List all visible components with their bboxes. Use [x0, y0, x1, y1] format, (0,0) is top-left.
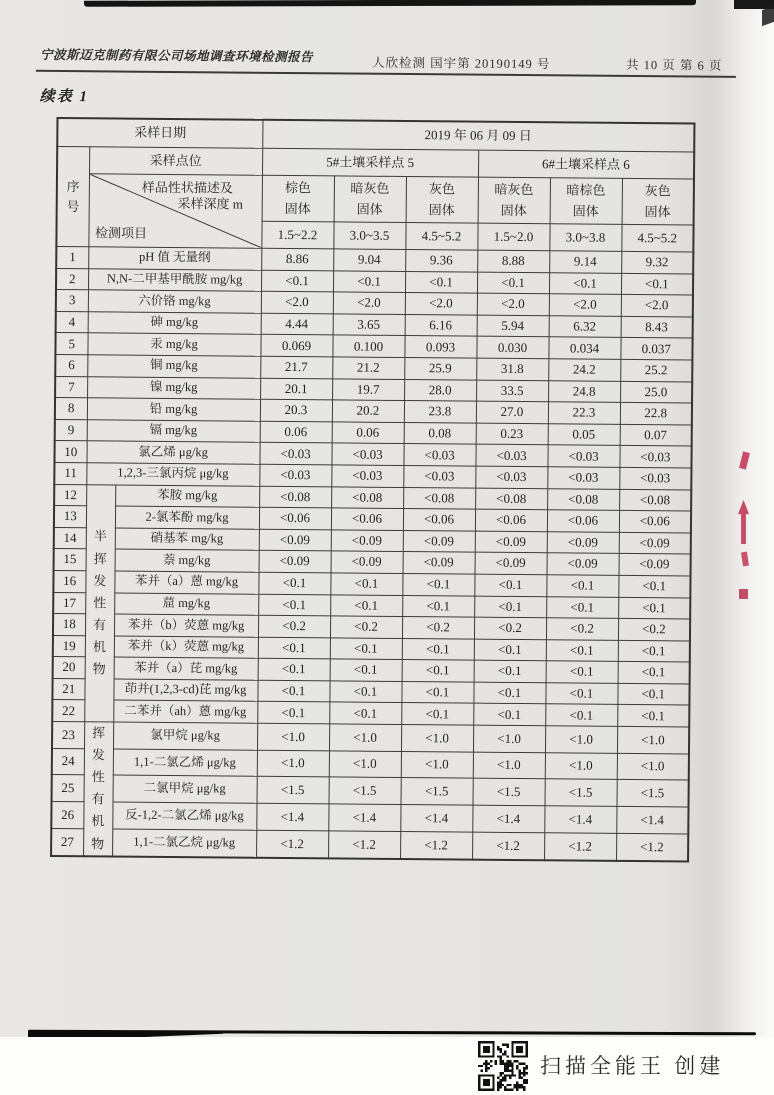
value-cell: <0.03	[259, 464, 331, 486]
row-number-cell: 26	[51, 802, 83, 829]
item-name-cell: 1,1-二氯乙烷 μg/kg	[112, 829, 256, 858]
value-cell: 27.0	[476, 401, 548, 423]
item-name-cell: 氯乙烯 μg/kg	[86, 441, 259, 464]
value-cell: <0.06	[547, 510, 619, 532]
value-cell: <0.1	[473, 704, 545, 726]
value-cell: 9.36	[405, 250, 477, 272]
value-cell: <0.1	[402, 660, 474, 682]
value-cell: <0.09	[475, 531, 547, 553]
value-cell: 0.034	[548, 337, 620, 359]
header-row	[57, 173, 694, 225]
value-cell: <0.03	[619, 446, 691, 468]
sample-desc-cell	[478, 177, 550, 224]
item-name-cell: 反-1,2-二氯乙烯 μg/kg	[112, 802, 256, 830]
value-cell: 20.3	[260, 399, 332, 421]
row-number-cell: 12	[54, 484, 86, 506]
value-cell: <0.1	[474, 639, 546, 661]
value-cell: <0.09	[619, 532, 691, 554]
item-name-cell: 铜 mg/kg	[87, 355, 260, 378]
sample-depth-cell: 3.0~3.5	[333, 222, 405, 250]
value-cell: <1.0	[257, 723, 329, 750]
sample-form: 固体	[428, 201, 455, 217]
value-cell: 25.9	[404, 357, 476, 379]
row-number-cell: 25	[52, 775, 84, 802]
item-name-cell: 萘 mg/kg	[115, 549, 259, 572]
group-label-cell	[84, 484, 115, 722]
value-cell: <0.1	[402, 595, 474, 617]
test-item-label: 检测项目	[94, 225, 148, 241]
value-cell: <0.1	[402, 638, 474, 660]
sample-form: 固体	[284, 200, 311, 216]
item-name-cell: 苯胺 mg/kg	[115, 485, 259, 508]
value-cell: <0.1	[405, 271, 477, 293]
item-name-cell: 六价铬 mg/kg	[88, 290, 261, 313]
value-cell: <0.08	[547, 488, 619, 510]
item-name-cell: 苯并（a）芘 mg/kg	[114, 657, 258, 680]
value-cell: 9.14	[549, 251, 621, 273]
value-cell: <0.1	[477, 272, 549, 294]
row-number-cell: 10	[54, 441, 86, 463]
value-cell: <0.1	[549, 272, 621, 294]
value-cell: <1.0	[473, 752, 545, 779]
value-cell: 6.32	[549, 316, 621, 338]
row-number-cell: 20	[53, 657, 85, 679]
value-cell: <1.0	[401, 725, 473, 752]
value-cell: <1.0	[257, 750, 329, 777]
value-cell: <0.2	[618, 618, 690, 640]
value-cell: 6.16	[405, 314, 477, 336]
value-cell: <0.1	[330, 573, 402, 595]
value-cell: <0.1	[258, 637, 330, 659]
group-label: 挥发性有机物	[91, 725, 106, 851]
value-cell: <1.2	[616, 833, 688, 861]
value-cell: <1.4	[256, 803, 328, 830]
value-cell: <1.0	[329, 724, 401, 751]
value-cell: 22.3	[548, 402, 620, 424]
item-name-cell: 苯并（b）荧蒽 mg/kg	[114, 614, 258, 637]
value-cell: <1.2	[544, 833, 616, 861]
report-title: 宁波斯迈克制药有限公司场地调查环境检测报告	[39, 47, 314, 65]
serial-header-label: 序号	[66, 179, 80, 214]
value-cell: <0.1	[546, 639, 618, 661]
value-cell: <2.0	[477, 293, 549, 315]
value-cell: 23.8	[404, 401, 476, 423]
value-cell: <0.03	[331, 443, 403, 465]
section-title: 续表 1	[39, 88, 90, 106]
value-cell: <1.4	[328, 804, 400, 831]
value-cell: <2.0	[261, 291, 333, 313]
value-cell: <0.1	[618, 575, 690, 597]
sample-depth-label: 采样深度 m	[177, 196, 244, 212]
item-name-cell: N,N-二甲基甲酰胺 mg/kg	[88, 268, 261, 291]
value-cell: 8.43	[621, 316, 693, 338]
row-number-cell: 13	[54, 506, 86, 528]
sample-depth-cell: 3.0~3.8	[549, 224, 621, 252]
value-cell: <1.2	[400, 831, 472, 859]
value-cell: <0.1	[618, 662, 690, 684]
results-table-wrap	[50, 117, 695, 862]
value-cell: <0.09	[475, 552, 547, 574]
value-cell: <0.03	[331, 465, 403, 487]
row-number-cell: 17	[53, 592, 85, 614]
value-cell: <0.1	[257, 702, 329, 724]
value-cell: <0.09	[259, 529, 331, 551]
value-cell: 25.2	[620, 359, 692, 381]
value-cell: <0.1	[474, 574, 546, 596]
page-indicator: 共 10 页 第 6 页	[625, 57, 723, 73]
row-number-cell: 4	[56, 311, 88, 333]
value-cell: <0.2	[474, 617, 546, 639]
row-number-cell: 11	[54, 462, 86, 484]
value-cell: <0.2	[546, 618, 618, 640]
value-cell: <1.5	[617, 780, 689, 807]
value-cell: <0.1	[621, 273, 693, 295]
value-cell: <0.1	[330, 638, 402, 660]
row-number-cell: 7	[55, 376, 87, 398]
value-cell: 0.069	[260, 335, 332, 357]
value-cell: <0.1	[402, 573, 474, 595]
sample-desc-cell	[334, 176, 406, 223]
sample-desc-cell	[262, 175, 334, 222]
value-cell: <0.1	[474, 596, 546, 618]
item-name-cell: 䓛 mg/kg	[114, 592, 258, 615]
item-name-cell: 苯并（a）蒽 mg/kg	[114, 571, 258, 594]
item-name-cell: pH 值 无量纲	[88, 247, 261, 270]
value-cell: 9.04	[333, 249, 405, 271]
row-number-cell: 19	[53, 635, 85, 657]
value-cell: 21.7	[260, 356, 332, 378]
value-cell: <0.09	[403, 530, 475, 552]
report-number: 人欣检测 国宇第 20190149 号	[371, 55, 551, 72]
item-name-cell: 二氯甲烷 μg/kg	[113, 775, 257, 803]
sample-color: 灰色	[644, 182, 671, 199]
value-cell: 0.05	[548, 424, 620, 446]
value-cell: <1.4	[400, 805, 472, 832]
value-cell: <0.08	[475, 488, 547, 510]
sampling-point-cell: 6#土壤采样点 6	[478, 150, 694, 179]
sample-depth-cell: 1.5~2.0	[477, 223, 549, 251]
row-number-cell: 1	[56, 246, 88, 268]
value-cell: <1.0	[617, 726, 689, 753]
value-cell: <0.1	[258, 659, 330, 681]
value-cell: 0.06	[332, 422, 404, 444]
value-cell: <0.03	[619, 467, 691, 489]
row-number-cell: 27	[51, 828, 83, 856]
value-cell: <0.1	[617, 683, 689, 705]
value-cell: <1.0	[473, 725, 545, 752]
value-cell: <0.1	[474, 660, 546, 682]
item-name-cell: 镉 mg/kg	[87, 419, 260, 442]
red-stamp-mark	[739, 589, 748, 599]
value-cell: <0.09	[547, 531, 619, 553]
value-cell: <1.4	[616, 807, 688, 834]
item-name-cell: 茚并(1,2,3-cd)芘 mg/kg	[113, 679, 257, 702]
value-cell: <1.4	[544, 806, 616, 833]
row-number-cell: 5	[55, 333, 87, 355]
value-cell: 8.88	[477, 250, 549, 272]
value-cell: 5.94	[477, 315, 549, 337]
results-table	[50, 117, 695, 862]
sample-color: 暗灰色	[494, 181, 534, 197]
value-cell: 24.8	[548, 380, 620, 402]
value-cell: 9.32	[621, 251, 693, 273]
value-cell: 0.08	[404, 422, 476, 444]
value-cell: <1.2	[256, 830, 328, 858]
value-cell: <0.03	[259, 443, 331, 465]
value-cell: <1.2	[472, 832, 544, 860]
value-cell: <1.0	[617, 753, 689, 780]
row-number-cell: 16	[53, 570, 85, 592]
value-cell: <0.1	[546, 596, 618, 618]
value-cell: 3.65	[333, 314, 405, 336]
value-cell: <0.06	[475, 509, 547, 531]
value-cell: <0.2	[330, 616, 402, 638]
value-cell: <0.1	[617, 705, 689, 727]
item-name-cell: 2-氯苯酚 mg/kg	[115, 506, 259, 529]
item-name-cell: 氯甲烷 μg/kg	[113, 722, 257, 750]
diagonal-header-cell	[88, 174, 262, 249]
value-cell: <0.08	[403, 487, 475, 509]
item-name-cell: 硝基苯 mg/kg	[115, 528, 259, 551]
value-cell: <1.2	[328, 831, 400, 859]
value-cell: <0.03	[475, 444, 547, 466]
value-cell: 8.86	[261, 248, 333, 270]
item-name-cell: 1,1-二氯乙烯 μg/kg	[113, 749, 257, 777]
sampling-point-label-cell: 采样点位	[89, 147, 262, 176]
value-cell: <0.09	[259, 551, 331, 573]
value-cell: 0.093	[404, 336, 476, 358]
sampling-date-label-cell: 采样日期	[57, 118, 262, 148]
diagonal-top-label	[117, 180, 257, 214]
value-cell: <0.1	[545, 683, 617, 705]
sample-form: 固体	[500, 202, 527, 218]
item-name-cell: 汞 mg/kg	[87, 333, 260, 356]
item-name-cell: 镍 mg/kg	[87, 376, 260, 399]
value-cell: <0.09	[331, 551, 403, 573]
value-cell: 0.030	[476, 337, 548, 359]
value-cell: <0.06	[403, 509, 475, 531]
item-name-cell: 砷 mg/kg	[88, 312, 261, 335]
value-cell: <0.06	[619, 511, 691, 533]
sample-depth-cell: 4.5~5.2	[621, 224, 693, 252]
value-cell: <1.5	[257, 777, 329, 804]
value-cell: 0.037	[620, 338, 692, 360]
item-name-cell: 1,2,3-三氯丙烷 μg/kg	[86, 463, 259, 486]
value-cell: 20.2	[332, 400, 404, 422]
value-cell: <0.2	[258, 615, 330, 637]
row-number-cell: 6	[55, 354, 87, 376]
row-number-cell: 22	[52, 700, 84, 722]
value-cell: <0.03	[403, 444, 475, 466]
value-cell: <2.0	[621, 295, 693, 317]
sampling-point-cell: 5#土壤采样点 5	[262, 148, 478, 177]
value-cell: <0.1	[401, 703, 473, 725]
value-cell: 25.0	[620, 381, 692, 403]
item-name-cell: 铅 mg/kg	[87, 398, 260, 421]
value-cell: <1.0	[329, 751, 401, 778]
sample-color: 灰色	[428, 180, 455, 197]
value-cell: 0.23	[476, 423, 548, 445]
value-cell: <1.5	[473, 779, 545, 806]
value-cell: <0.06	[259, 507, 331, 529]
value-cell: <0.1	[329, 702, 401, 724]
value-cell: <0.09	[403, 552, 475, 574]
value-cell: 31.8	[476, 358, 548, 380]
value-cell: 20.1	[260, 378, 332, 400]
table-row	[51, 828, 688, 861]
value-cell: 28.0	[404, 379, 476, 401]
value-cell: <0.1	[401, 681, 473, 703]
value-cell: <0.03	[547, 445, 619, 467]
sample-desc-cell	[406, 177, 478, 224]
value-cell: <0.08	[331, 486, 403, 508]
value-cell: 19.7	[332, 378, 404, 400]
sample-depth-cell: 1.5~2.2	[261, 221, 333, 249]
row-number-cell: 15	[54, 549, 86, 571]
sample-form: 固体	[644, 203, 671, 219]
value-cell: <0.09	[547, 553, 619, 575]
row-number-cell: 21	[52, 678, 84, 700]
value-cell: 24.2	[548, 359, 620, 381]
value-cell: <1.5	[401, 778, 473, 805]
value-cell: <1.5	[329, 777, 401, 804]
value-cell: 0.100	[332, 335, 404, 357]
value-cell: <0.1	[330, 659, 402, 681]
value-cell: <0.1	[618, 597, 690, 619]
value-cell: <0.03	[547, 467, 619, 489]
group-label: 半挥发性有机物	[92, 528, 107, 677]
row-number-cell: 8	[55, 398, 87, 420]
row-number-cell: 23	[52, 722, 84, 749]
value-cell: 0.06	[260, 421, 332, 443]
value-cell: <2.0	[549, 294, 621, 316]
sample-desc-label: 样品性状描述及	[141, 179, 233, 196]
value-cell: <0.1	[330, 594, 402, 616]
value-cell: <1.0	[545, 753, 617, 780]
value-cell: <0.09	[619, 554, 691, 576]
sample-form: 固体	[356, 201, 383, 217]
qr-code-icon	[478, 1041, 528, 1091]
value-cell: <0.03	[475, 466, 547, 488]
value-cell: 33.5	[476, 380, 548, 402]
value-cell: <0.1	[545, 704, 617, 726]
value-cell: <0.1	[257, 680, 329, 702]
value-cell: <2.0	[333, 292, 405, 314]
scanner-caption: 扫描全能王 创建	[540, 1054, 725, 1078]
value-cell: <0.09	[331, 530, 403, 552]
sample-desc-cell	[622, 178, 694, 225]
value-cell: <0.1	[546, 661, 618, 683]
value-cell: <2.0	[405, 293, 477, 315]
value-cell: <0.1	[546, 575, 618, 597]
serial-header-cell	[56, 146, 89, 246]
sample-desc-cell	[550, 178, 622, 225]
row-number-cell: 24	[52, 748, 84, 775]
row-number-cell: 9	[55, 419, 87, 441]
item-name-cell: 二苯并（ah）蒽 mg/kg	[113, 700, 257, 723]
value-cell: <0.1	[473, 682, 545, 704]
value-cell: <0.1	[258, 594, 330, 616]
row-number-cell: 3	[56, 290, 88, 312]
group-label-cell	[83, 722, 113, 856]
value-cell: <0.03	[403, 465, 475, 487]
value-cell: 21.2	[332, 357, 404, 379]
value-cell: <1.0	[545, 726, 617, 753]
value-cell: <0.1	[333, 270, 405, 292]
value-cell: <0.1	[258, 572, 330, 594]
value-cell: <0.1	[329, 681, 401, 703]
sampling-date-cell: 2019 年 06 月 09 日	[262, 120, 694, 152]
value-cell: <1.0	[401, 751, 473, 778]
row-number-cell: 2	[56, 268, 88, 290]
value-cell: 22.8	[620, 403, 692, 425]
value-cell: <0.08	[259, 486, 331, 508]
sample-form: 固体	[572, 202, 599, 219]
sample-color: 暗灰色	[350, 180, 390, 196]
value-cell: 0.07	[620, 424, 692, 446]
value-cell: <0.2	[402, 617, 474, 639]
sample-color: 暗棕色	[566, 182, 606, 198]
sample-color: 棕色	[284, 179, 311, 195]
value-cell: 4.44	[261, 313, 333, 335]
value-cell: <1.5	[545, 779, 617, 806]
value-cell: <0.1	[618, 640, 690, 662]
value-cell: <1.4	[472, 805, 544, 832]
value-cell: <0.06	[331, 508, 403, 530]
row-number-cell: 14	[54, 527, 86, 549]
item-name-cell: 苯并（k）荧蒽 mg/kg	[114, 636, 258, 659]
sample-depth-cell: 4.5~5.2	[405, 223, 477, 251]
row-number-cell: 18	[53, 614, 85, 636]
value-cell: <0.1	[261, 270, 333, 292]
value-cell: <0.08	[619, 489, 691, 511]
